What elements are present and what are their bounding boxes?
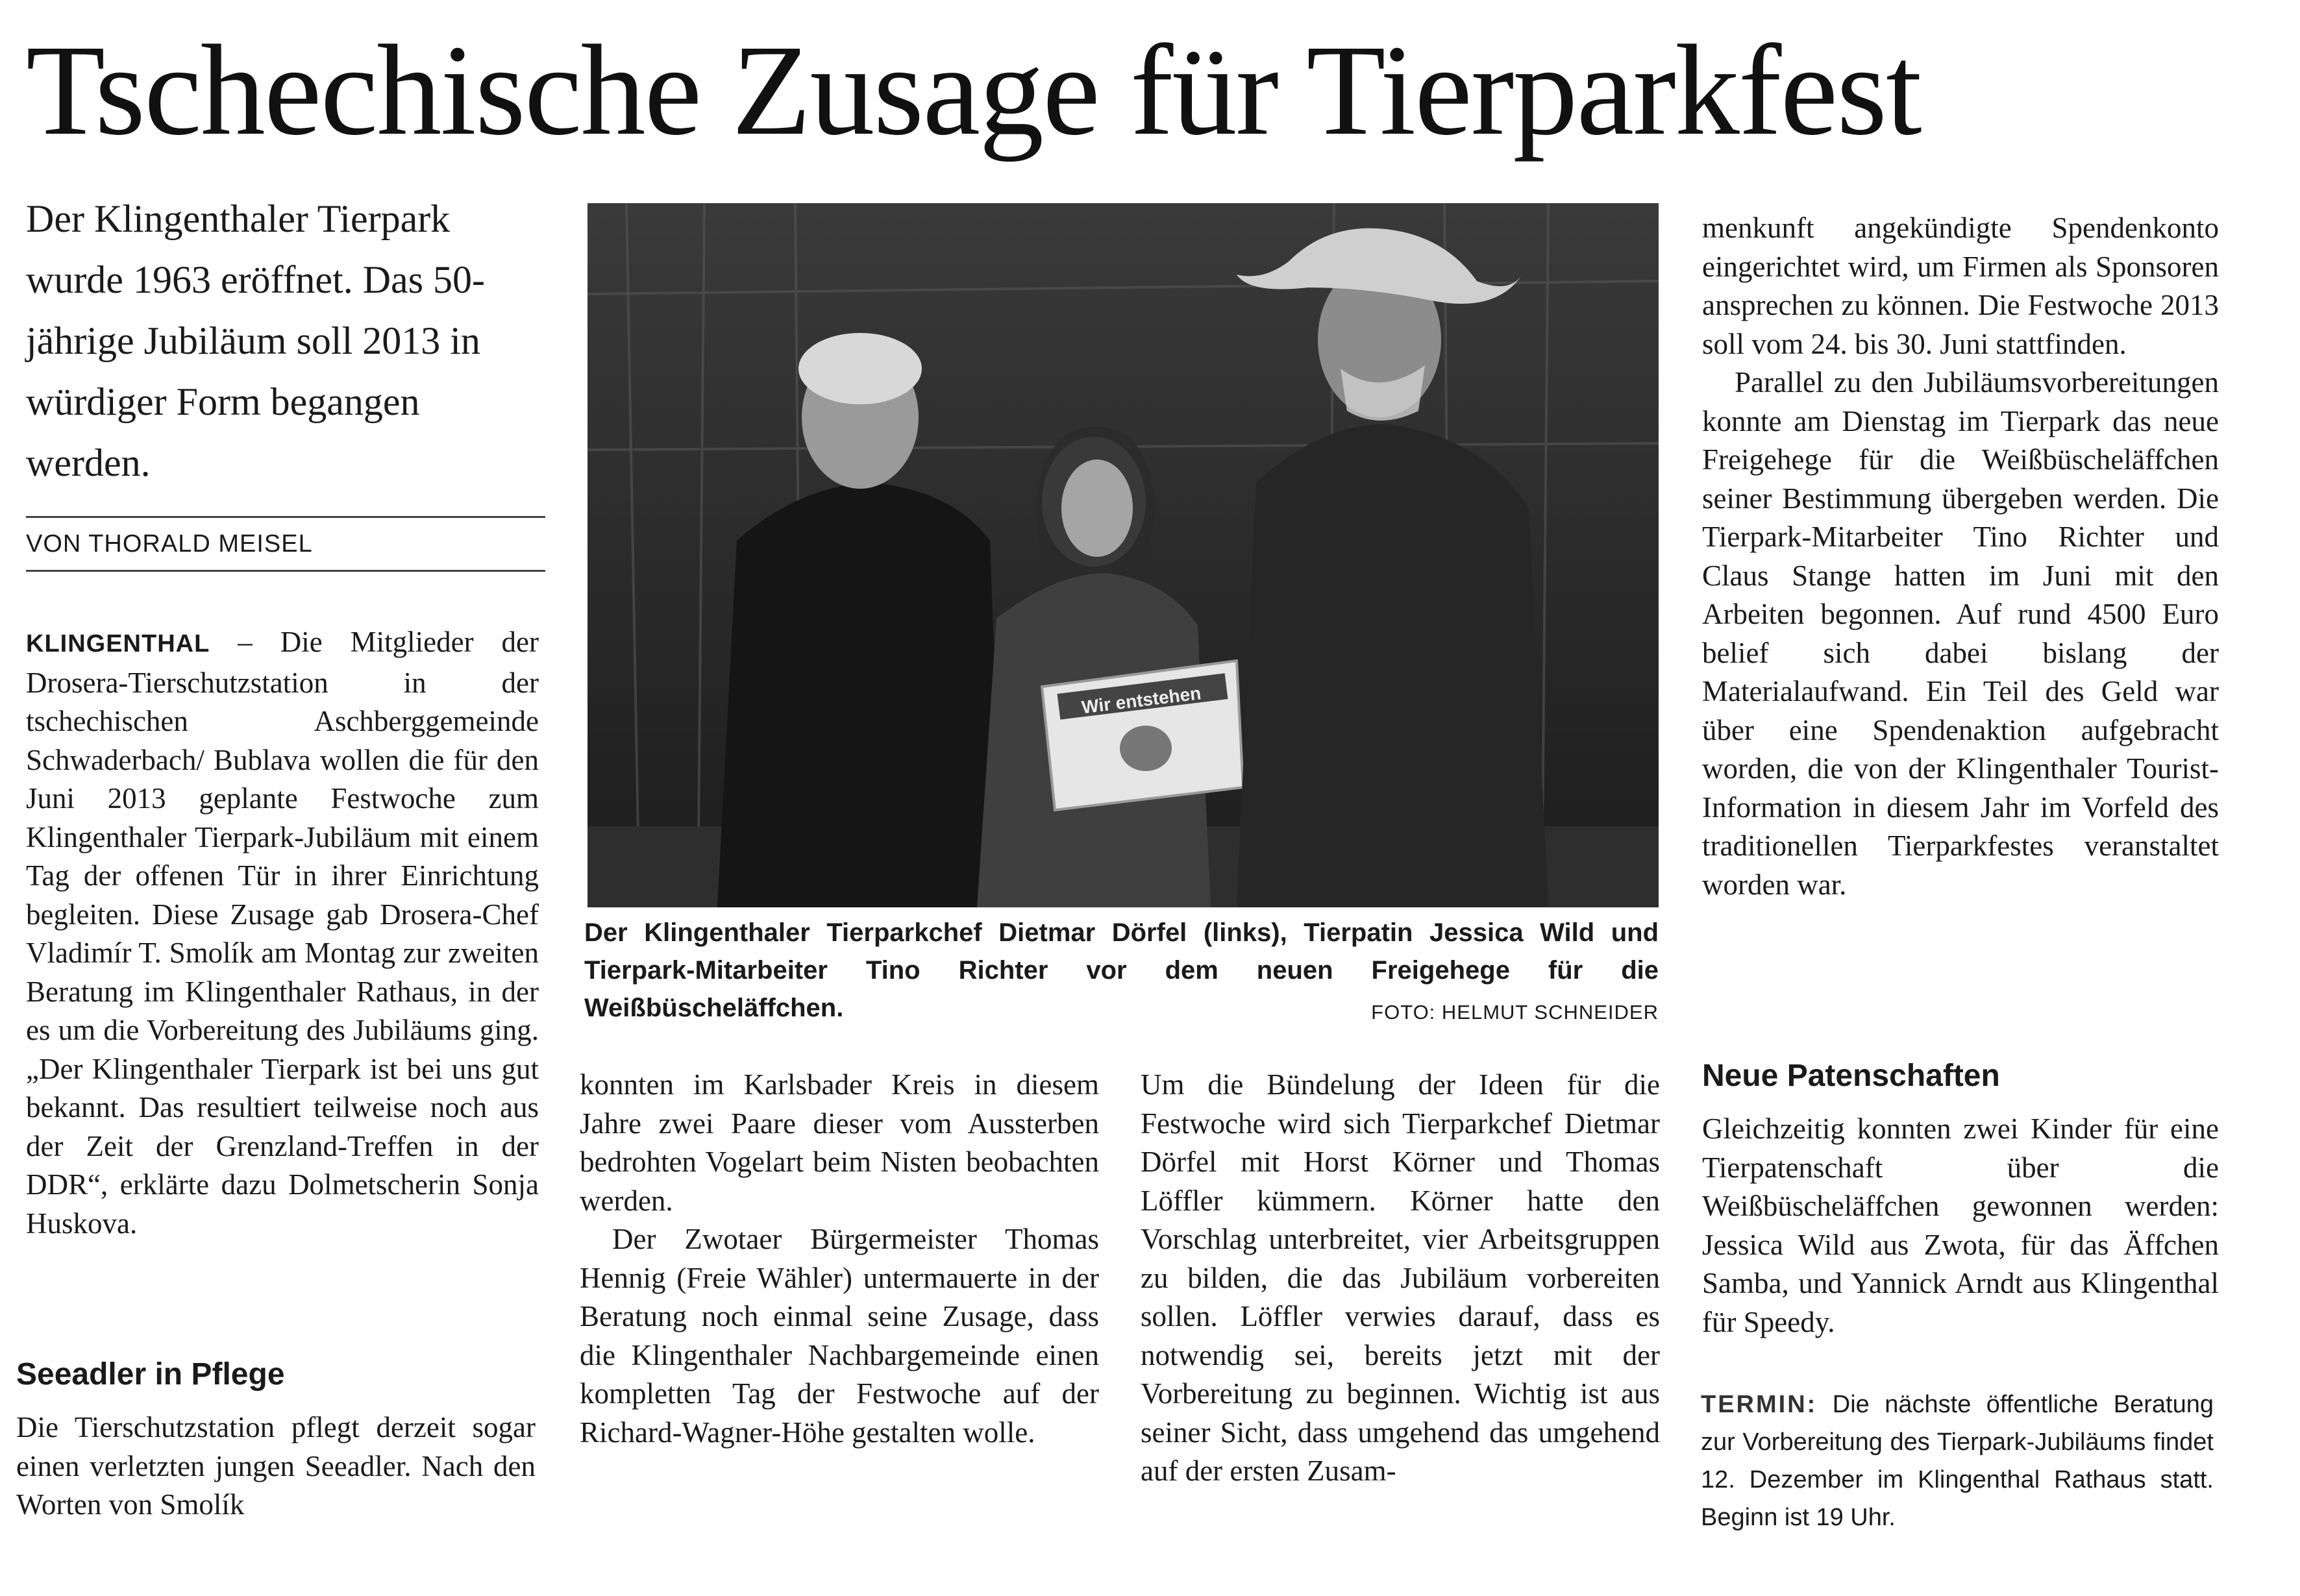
byline-rule-top — [26, 516, 545, 518]
byline: VON THORALD MEISEL — [26, 530, 313, 558]
article-column-1-continued — [16, 1408, 536, 1525]
photo-sign-text: Wir entstehen — [1080, 683, 1202, 718]
column-1-paragraph-1 — [26, 623, 539, 1243]
teaser: Der Klingenthaler Tierpark wurde 1963 eröffnet. Das 50-jährige Jubiläum soll 2013 in würdiger Form begangen werden. — [26, 197, 486, 484]
column-2-paragraph-1: konnten im Karlsbader Kreis in diesem Jahre zwei Paare dieser vom Aussterben bedrohten Vogelart beim Nisten beobachten werden. — [580, 1068, 1099, 1217]
column-1-text: – Die Mitglieder der Drosera-Tierschutzstation in der tschechischen Aschberggemeinde Schwaderbach/ Bublava wollen die für den Juni 2013 geplante Festwoche zum Klingenthaler Tierpark-Jubiläum mit einem Tag der offenen Tür in ihrer Einrichtung begleiten. Diese Zusage gab Drosera-Chef Vladimír T. Smolík am Montag zur zweiten Beratung im Klingenthaler Rathaus, in der es um die Vorbereitung des Jubiläums ging. „Der Klingenthaler Tierpark ist bei uns gut bekannt. Das resultiert teilweise noch aus der Zeit der Grenzland-Treffen in der DDR“, erklärte dazu Dolmetscherin Sonja Huskova. — [26, 626, 539, 1240]
subhead-patenschaften: Neue Patenschaften — [1702, 1059, 2000, 1093]
termin-label: TERMIN: — [1701, 1391, 1818, 1418]
article-column-4 — [1702, 209, 2219, 904]
dateline: KLINGENTHAL — [26, 630, 210, 657]
article-column-2 — [580, 1066, 1099, 1452]
photo-caption: Der Klingenthaler Tierparkchef Dietmar Dörfel (links), Tierpatin Jessica Wild und Tierpark-Mitarbeiter Tino Richter vor dem neuen Freigehege für die Weißbüscheläffchen. — [584, 918, 1659, 1022]
headline: Tschechische Zusage für Tierparkfest — [26, 19, 1921, 162]
photo-illustration — [587, 203, 1659, 907]
photo-sign — [1042, 661, 1243, 810]
column-4-paragraph-3: Gleichzeitig konnten zwei Kinder für eine Tierpatenschaft über die Weißbüscheläffchen gewonnen werden: Jessica Wild aus Zwota, für das Äffchen Samba, und Yannick Arndt aus Klingenthal für Speedy. — [1702, 1112, 2219, 1338]
article-column-3 — [1141, 1066, 1660, 1491]
column-3-paragraph-1: Um die Bündelung der Ideen für die Festwoche wird sich Tierparkchef Dietmar Dörfel mit Horst Körner und Thomas Löffler kümmern. Körner hatte den Vorschlag unterbreitet, vier Arbeitsgruppen zu bilden, die das Jubiläum vorbereiten sollen. Löffler verwies darauf, dass es notwendig sei, bereits jetzt mit der Vorbereitung zu beginnen. Wichtig ist aus seiner Sicht, dass umgehend das umgehend auf der ersten Zusam- — [1141, 1068, 1660, 1487]
column-4-paragraph-1: menkunft angekündigte Spendenkonto eingerichtet wird, um Firmen als Sponsoren ansprechen zu können. Die Festwoche 2013 soll vom 24. bis 30. Juni stattfinden. — [1702, 212, 2219, 360]
column-2-paragraph-2: Der Zwotaer Bürgermeister Thomas Hennig (Freie Wähler) untermauerte in der Beratung noch einmal seine Zusage, dass die Klingenthaler Nachbargemeinde einen kompletten Tag der Festwoche auf der Richard-Wagner-Höhe gestalten wolle. — [580, 1223, 1099, 1449]
byline-rule-bottom — [26, 570, 545, 572]
termin-box — [1701, 1386, 2214, 1536]
article-column-1 — [26, 623, 539, 1243]
subhead-seeadler: Seeadler in Pflege — [16, 1357, 285, 1392]
column-4-paragraph-2: Parallel zu den Jubiläumsvorbereitungen konnte am Dienstag im Tierpark das neue Freigehege für die Weißbüscheläffchen seiner Bestimmung übergeben werden. Die Tierpark-Mitarbeiter Tino Richter und Claus Stange hatten im Juni mit den Arbeiten begonnen. Auf rund 4500 Euro belief sich dabei bislang der Materialaufwand. Ein Teil des Geld war über eine Spendenaktion aufgebracht worden, die von der Klingenthaler Tourist-Information in diesem Jahr im Vorfeld des traditionellen Tierparkfestes veranstaltet worden war. — [1702, 366, 2219, 901]
article-column-4-continued — [1702, 1110, 2219, 1342]
column-1-paragraph-2: Die Tierschutzstation pflegt derzeit sogar einen verletzten jungen Seeadler. Nach den Worten von Smolík — [16, 1411, 536, 1521]
termin-text: Die nächste öffentliche Beratung zur Vorbereitung des Tierpark-Jubiläums findet 12. Dezember im Klingenthal Rathaus statt. Beginn ist 19 Uhr. — [1701, 1391, 2214, 1531]
photo-credit: FOTO: HELMUT SCHNEIDER — [1371, 1001, 1659, 1024]
article-photo — [587, 203, 1659, 907]
